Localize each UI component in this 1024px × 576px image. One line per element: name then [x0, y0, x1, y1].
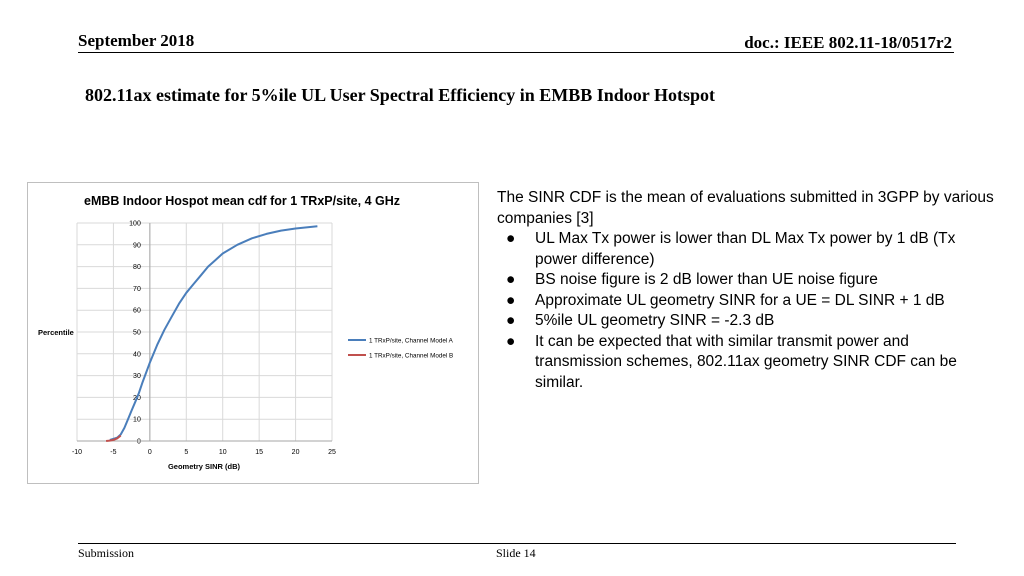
cdf-chart	[27, 182, 479, 484]
y-tick-label: 90	[133, 242, 141, 250]
chart-title: eMBB Indoor Hospot mean cdf for 1 TRxP/site, 4 GHz	[84, 194, 401, 208]
y-tick-label: 10	[133, 416, 141, 424]
y-tick-label: 80	[133, 264, 141, 272]
y-tick-label: 40	[133, 351, 141, 359]
chart-canvas	[28, 183, 480, 485]
legend-label: 1 TRxP/site, Channel Model A	[369, 337, 453, 345]
notes-bullet-item	[497, 229, 997, 270]
chart-axes	[72, 221, 336, 457]
y-tick-label: 30	[133, 373, 141, 381]
notes-panel	[497, 188, 997, 393]
x-tick-label: 10	[218, 449, 227, 456]
y-tick-label: 60	[133, 307, 141, 315]
notes-bullet-list	[497, 229, 997, 393]
y-tick-label: 50	[133, 329, 141, 337]
footer-divider	[78, 543, 956, 544]
x-tick-label: -10	[71, 449, 83, 456]
y-tick-label: 0	[136, 438, 141, 446]
notes-intro: The SINR CDF is the mean of evaluations submitted in 3GPP by various companies [3]	[497, 189, 994, 227]
notes-bullet-item	[497, 291, 997, 312]
x-tick-label: 5	[184, 449, 189, 456]
footer-submission: Submission	[78, 546, 135, 560]
notes-bullet-text: Approximate UL geometry SINR for a UE = DL SINR + 1 dB	[535, 291, 945, 309]
series-line-1	[110, 226, 318, 440]
x-tick-label: 25	[328, 449, 336, 456]
notes-bullet-item	[497, 270, 997, 291]
notes-bullet-item	[497, 311, 997, 332]
y-tick-label: 100	[129, 220, 141, 228]
chart-grid	[77, 220, 332, 441]
notes-bullet-text: UL Max Tx power is lower than DL Max Tx power by 1 dB (Tx power difference)	[535, 230, 956, 268]
y-tick-label: 70	[133, 285, 141, 293]
x-tick-label: -5	[110, 449, 117, 456]
bullet-dot-icon: ●	[506, 312, 516, 329]
x-tick-label: 15	[255, 449, 264, 456]
notes-bullet-text: 5%ile UL geometry SINR = -2.3 dB	[535, 312, 775, 329]
notes-bullet-text: It can be expected that with similar transmit power and transmission schemes, 802.11ax geometry SINR CDF can be similar.	[535, 332, 957, 391]
bullet-dot-icon: ●	[506, 291, 516, 309]
chart-y-axis-label: Percentile	[38, 328, 74, 337]
bullet-dot-icon: ●	[506, 332, 516, 350]
chart-legend	[348, 338, 454, 360]
x-tick-label: 20	[291, 449, 300, 456]
bullet-dot-icon: ●	[506, 230, 516, 247]
header-date: September 2018	[78, 31, 195, 50]
legend-label: 1 TRxP/site, Channel Model B	[369, 352, 454, 360]
header-doc-id: doc.: IEEE 802.11-18/0517r2	[744, 33, 952, 52]
slide-title: 802.11ax estimate for 5%ile UL User Spectral Efficiency in EMBB Indoor Hotspot	[85, 85, 715, 105]
chart-x-axis-label: Geometry SINR (dB)	[167, 462, 241, 471]
footer-slide-number: Slide 14	[496, 546, 536, 560]
y-tick-label: 20	[133, 394, 141, 402]
header-divider	[78, 52, 954, 53]
notes-bullet-item	[497, 332, 997, 394]
x-tick-label: 0	[147, 449, 152, 456]
bullet-dot-icon: ●	[506, 271, 516, 288]
notes-bullet-text: BS noise figure is 2 dB lower than UE noise figure	[535, 271, 878, 288]
